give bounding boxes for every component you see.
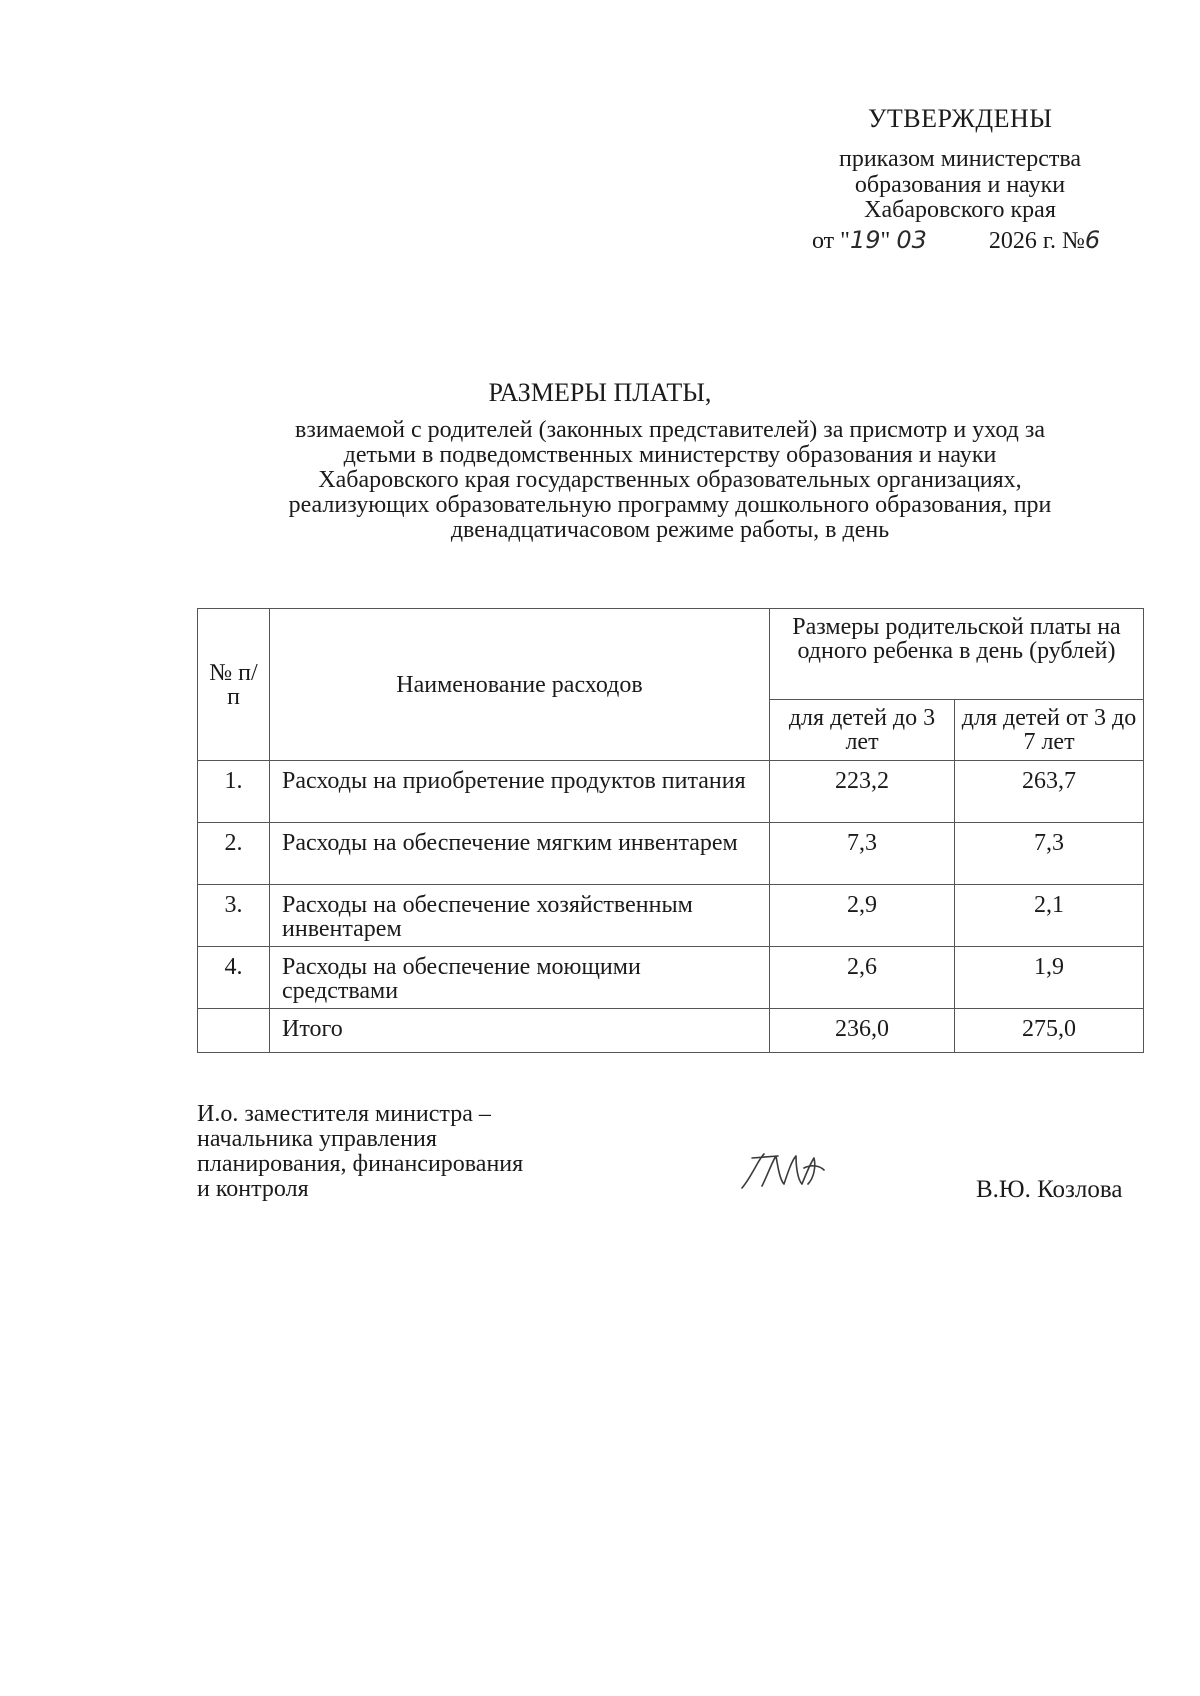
approval-line: Хабаровского края <box>864 197 1056 223</box>
fees-table <box>197 608 1144 1053</box>
document-title: РАЗМЕРЫ ПЛАТЫ, <box>488 378 712 407</box>
row-value-3-to-7: 263,7 <box>955 761 1144 823</box>
table-row <box>198 885 1144 947</box>
table-row <box>198 823 1144 885</box>
row-num: 2. <box>198 823 270 885</box>
approval-title: УТВЕРЖДЕНЫ <box>868 104 1053 133</box>
table-total-row <box>198 1009 1144 1053</box>
position-line: и контроля <box>197 1176 309 1202</box>
total-value-3-to-7: 275,0 <box>955 1009 1144 1053</box>
order-close-quote: " <box>880 228 891 254</box>
table-row <box>198 761 1144 823</box>
subtitle-line: двенадцатичасовом режиме работы, в день <box>450 517 890 543</box>
table-header-row <box>198 609 1144 700</box>
row-value-under-3: 223,2 <box>770 761 955 823</box>
order-date-line <box>812 226 1100 255</box>
document-subtitle <box>200 418 1140 543</box>
row-name: Расходы на обеспечение моющими средствами <box>270 947 770 1009</box>
row-value-under-3: 2,6 <box>770 947 955 1009</box>
position-line: начальника управления <box>197 1126 437 1152</box>
row-name: Расходы на приобретение продуктов питания <box>270 761 770 823</box>
row-value-3-to-7: 7,3 <box>955 823 1144 885</box>
order-number: 6 <box>1084 226 1101 254</box>
header-fee-group: Размеры родительской платы на одного ребенка в день (рублей) <box>770 609 1144 700</box>
total-value-under-3: 236,0 <box>770 1009 955 1053</box>
order-open-quote: " <box>840 228 850 254</box>
subtitle-line: детьми в подведомственных министерству образования и науки <box>343 442 997 468</box>
table-row <box>198 947 1144 1009</box>
header-3-to-7: для детей от 3 до 7 лет <box>955 700 1144 761</box>
subtitle-line: Хабаровского края государственных образовательных организациях, <box>318 467 1022 493</box>
row-name: Расходы на обеспечение хозяйственным инвентарем <box>270 885 770 947</box>
position-line: планирования, финансирования <box>197 1151 524 1177</box>
order-day: 19 <box>849 226 881 254</box>
total-label: Итого <box>270 1009 770 1053</box>
row-value-3-to-7: 1,9 <box>955 947 1144 1009</box>
subtitle-line: реализующих образовательную программу дошкольного образования, при <box>288 492 1052 518</box>
row-name: Расходы на обеспечение мягким инвентарем <box>270 823 770 885</box>
row-value-3-to-7: 2,1 <box>955 885 1144 947</box>
total-num <box>198 1009 270 1053</box>
order-year-text: 2026 г. № <box>988 228 1085 254</box>
handwritten-signature <box>738 1146 828 1199</box>
row-value-under-3: 2,9 <box>770 885 955 947</box>
subtitle-line: взимаемой с родителей (законных представителей) за присмотр и уход за <box>295 417 1045 443</box>
signature-icon <box>738 1146 828 1194</box>
signer-name: В.Ю. Козлова <box>976 1176 1123 1203</box>
approval-line: приказом министерства <box>838 146 1082 172</box>
header-under-3: для детей до 3 лет <box>770 700 955 761</box>
order-month: 03 <box>896 226 927 254</box>
signer-position <box>197 1102 617 1202</box>
row-num: 1. <box>198 761 270 823</box>
header-num: № п/п <box>198 609 270 761</box>
row-num: 4. <box>198 947 270 1009</box>
row-num: 3. <box>198 885 270 947</box>
approval-line: образования и науки <box>854 172 1066 198</box>
position-line: И.о. заместителя министра – <box>197 1101 491 1127</box>
row-value-under-3: 7,3 <box>770 823 955 885</box>
header-name: Наименование расходов <box>270 609 770 761</box>
order-prefix: от <box>812 228 835 254</box>
